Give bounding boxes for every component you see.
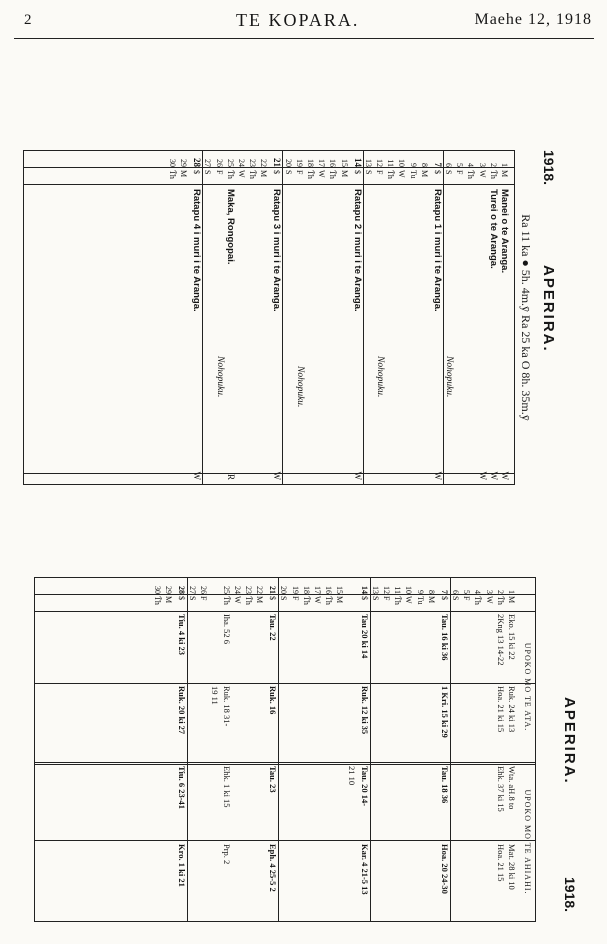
weekday: T̃h — [386, 170, 396, 179]
calendar-row — [327, 151, 338, 484]
reading-cell: Ruk. 16 — [268, 686, 279, 715]
calendar-row — [283, 151, 294, 484]
calendar-row — [191, 151, 202, 484]
day-number: 14 — [359, 586, 369, 594]
weekday: F — [294, 170, 304, 175]
day-number: 14 — [352, 158, 363, 167]
liturgical-colour: W — [192, 471, 203, 480]
reading-cell: Iha. 52 6 — [221, 614, 232, 644]
day-number: 8 — [426, 590, 436, 594]
calendar-row — [465, 151, 476, 484]
reading-cell: Wta. aH.8 to — [507, 766, 517, 810]
readings-row — [278, 578, 289, 921]
morning-header: UPOKO MO TE ATA. — [523, 642, 532, 732]
day-number: 17 — [317, 159, 327, 167]
calendar-row — [178, 151, 189, 484]
day-number: 30 — [168, 159, 177, 167]
weekday: T̃h — [168, 170, 177, 179]
day-number: 19 — [290, 586, 300, 594]
reading-cell: 19 11 — [210, 686, 221, 705]
day-number: 16 — [328, 159, 338, 167]
reading-cell: 2Kng 13 14-22 — [495, 614, 506, 666]
readings-row — [221, 578, 232, 921]
calendar-year: 1918. — [541, 150, 557, 186]
day-number: 13 — [370, 586, 380, 594]
calendar-row — [374, 151, 385, 484]
readings-row — [198, 578, 209, 921]
calendar-row — [363, 151, 374, 484]
reading-cell: Tiu. 4 ki 23 — [176, 614, 187, 655]
readings-row — [403, 578, 414, 921]
readings-row — [461, 578, 472, 921]
weekday: F — [375, 170, 384, 175]
readings-row — [370, 578, 381, 921]
reading-cell: 21 10 — [346, 766, 357, 786]
weekday: $ — [272, 170, 282, 174]
weekday: T̃h — [328, 170, 338, 179]
readings-row — [312, 578, 323, 921]
readings-row — [415, 578, 426, 921]
day-number: 18 — [301, 586, 311, 594]
day-number: 27 — [188, 586, 197, 594]
weekday: T̃h — [221, 596, 231, 605]
week-separator — [370, 578, 371, 921]
day-number: 29 — [179, 159, 189, 167]
readings-row — [392, 578, 403, 921]
weekday: T̃h — [225, 170, 235, 179]
weekday: M — [426, 596, 436, 604]
calendar-row — [419, 151, 430, 484]
issue-date: Maehe 12, 1918 — [474, 11, 592, 28]
day-number: 26 — [214, 159, 224, 167]
calendar-row — [247, 151, 258, 484]
readings-row — [323, 578, 334, 921]
weekday: Tu — [408, 170, 418, 179]
weekday: S — [279, 596, 289, 601]
weekday: M — [163, 596, 173, 604]
readings-row — [176, 578, 187, 921]
calendar-row — [236, 151, 247, 484]
day-number: 19 — [294, 159, 304, 167]
weekday: M — [259, 170, 269, 178]
readings-row — [267, 578, 278, 921]
readings-row — [290, 578, 301, 921]
weekday: T̃h — [306, 170, 315, 179]
reading-cell: Kro. 1 ki 21 — [176, 844, 187, 887]
day-number: 6 — [451, 590, 460, 594]
day-number: 5 — [462, 590, 472, 594]
fast-note: Nohopuku. — [444, 356, 454, 398]
reading-cell: Ehk. 37 ki 15 — [495, 766, 506, 812]
readings-row — [243, 578, 254, 921]
day-number: 26 — [199, 586, 209, 594]
weekday: T̃h — [301, 596, 311, 605]
weekday: F — [382, 596, 391, 601]
readings-block — [31, 577, 576, 922]
day-number: 9 — [415, 590, 425, 594]
weekday: S — [451, 596, 460, 601]
reading-cell: Prp. 2 — [221, 844, 232, 865]
day-number: 4 — [466, 163, 476, 167]
weekday: S — [203, 170, 213, 175]
readings-row — [484, 578, 495, 921]
weekday: F — [214, 170, 224, 175]
feast-name: Maka, Rongopai. — [224, 189, 236, 265]
weekday: T̃h — [495, 596, 505, 605]
day-number: 10 — [404, 586, 414, 594]
calendar-row — [225, 151, 236, 484]
readings-row — [254, 578, 265, 921]
feast-name: Ratapu 3 i muri i te Aranga. — [271, 189, 283, 312]
day-number: 22 — [259, 159, 269, 167]
calendar-row — [488, 151, 499, 484]
weekday: W — [404, 596, 414, 604]
week-separator — [443, 151, 444, 484]
readings-row — [209, 578, 220, 921]
day-number: 11 — [393, 586, 403, 594]
feast-name: Turei o te Aranga. — [487, 189, 499, 269]
day-number: 24 — [232, 586, 242, 594]
readings-row — [301, 578, 312, 921]
readings-row — [187, 578, 198, 921]
reading-cell: Tau 20 ki 14 — [359, 614, 370, 659]
calendar-row — [316, 151, 327, 484]
day-number: 10 — [397, 159, 407, 167]
weekday: T̃h — [324, 596, 334, 605]
readings-row — [426, 578, 437, 921]
reading-cell: Ruk. 20 ki 27 — [176, 686, 187, 735]
weekday: $ — [432, 170, 442, 174]
day-number: 23 — [248, 159, 258, 167]
weekday: T̃h — [473, 596, 483, 605]
day-number: 11 — [386, 159, 396, 167]
week-separator — [278, 578, 279, 921]
day-number: 18 — [306, 159, 315, 167]
day-number: 2 — [488, 163, 498, 167]
calendar-row — [305, 151, 316, 484]
calendar-row — [477, 151, 488, 484]
calendar-row — [352, 151, 363, 484]
weekday: $ — [268, 596, 278, 600]
fast-note: Nohopuku. — [375, 356, 385, 398]
weekday: M — [179, 170, 189, 178]
liturgical-colour: W — [272, 471, 283, 480]
weekday: W — [237, 170, 246, 178]
day-number: 5 — [455, 163, 465, 167]
reading-cell: Hoa. 20 24-30 — [439, 844, 450, 894]
day-number: 21 — [272, 158, 283, 167]
weekday: $ — [192, 170, 202, 174]
liturgical-colour: R — [225, 473, 236, 480]
header-rule — [14, 38, 594, 39]
day-number: 3 — [484, 590, 494, 594]
newspaper-title: TE KOPARA. — [236, 10, 360, 30]
calendar-row — [258, 151, 269, 484]
weekday: Tu — [415, 596, 425, 605]
reading-cell: Tau. 18 36 — [439, 766, 450, 804]
week-separator — [363, 151, 364, 484]
weekday: M — [255, 596, 265, 604]
readings-row — [472, 578, 483, 921]
day-number: 9 — [408, 163, 418, 167]
feast-name: Ratapu 2 i muri i te Aranga. — [351, 189, 363, 312]
weekday: S — [370, 596, 380, 601]
moon-phases: Ra 11 ka ● 5h. 4m.ȳ Ra 25 ka O 8h. 35m.ȳ — [519, 214, 533, 421]
weekday: F — [455, 170, 465, 175]
readings-row — [359, 578, 370, 921]
reading-cell: Eph. 4 25-5 2 — [268, 844, 279, 892]
weekday: F — [290, 596, 300, 601]
weekday: T̃h — [393, 596, 403, 605]
day-number: 30 — [152, 586, 162, 594]
reading-cell: Tiu. 6 23-41 — [176, 766, 187, 810]
evening-header: UPOKO MO TE AHIAHI. — [523, 789, 532, 895]
calendar-row — [202, 151, 213, 484]
weekday: W — [477, 170, 487, 178]
weekday: M — [339, 170, 349, 178]
weekday: $ — [439, 596, 449, 600]
liturgical-colour: W — [432, 471, 443, 480]
weekday: $ — [352, 170, 362, 174]
day-number: 12 — [375, 159, 384, 167]
weekday: M — [335, 596, 345, 604]
weekday: T̃h — [152, 596, 162, 605]
weekday: T̃h — [488, 170, 498, 179]
day-number: 12 — [382, 586, 391, 594]
liturgical-colour: W — [488, 471, 499, 480]
page-number: 2 — [24, 12, 32, 28]
week-separator — [202, 151, 203, 484]
weekday: M — [507, 596, 516, 604]
calendar-row — [167, 151, 178, 484]
reading-cell: Tau. 16 ki 36 — [439, 614, 450, 661]
calendar-row — [339, 151, 350, 484]
day-number: 27 — [203, 159, 213, 167]
reading-cell: Hoa. 21 15 — [495, 844, 506, 882]
feast-name: Ratapu 1 i muri i te Aranga. — [431, 189, 443, 312]
calendar-row — [385, 151, 396, 484]
day-number: 7 — [439, 590, 449, 594]
day-number: 15 — [335, 586, 345, 594]
reading-cell: Eko. 15 ki 22 — [507, 614, 517, 660]
day-number: 21 — [268, 586, 278, 594]
calendar-block — [20, 150, 555, 485]
readings-row — [152, 578, 163, 921]
week-separator — [282, 151, 283, 484]
day-number: 1 — [507, 590, 516, 594]
fast-note: Nohopuku. — [214, 356, 225, 398]
readings-row — [506, 578, 517, 921]
day-number: 1 — [500, 163, 509, 167]
calendar-row — [271, 151, 282, 484]
reading-cell: Tau. 20 14- — [359, 766, 370, 807]
fast-note: Nohopuku. — [294, 366, 305, 408]
weekday: W — [317, 170, 327, 178]
reading-cell: Tau. 22 — [268, 614, 279, 641]
weekday: W — [484, 596, 494, 604]
liturgical-colour: W — [477, 471, 488, 480]
day-number: 2 — [495, 590, 505, 594]
reading-cell: Ruk. 24 ki 13 — [507, 686, 517, 733]
readings-year: 1918. — [562, 877, 578, 913]
day-number: 6 — [444, 163, 453, 167]
day-number: 25 — [221, 586, 231, 594]
calendar-row — [294, 151, 305, 484]
day-number: 28 — [176, 586, 186, 594]
calendar-month: APERIRA. — [540, 265, 557, 353]
readings-table — [34, 577, 536, 922]
weekday: S — [283, 170, 293, 175]
reading-cell: Ruk. 12 ki 35 — [359, 686, 370, 735]
day-number: 29 — [163, 586, 173, 594]
weekday: W — [232, 596, 242, 604]
weekday: W — [397, 170, 407, 178]
weekday: M — [500, 170, 509, 178]
reading-cell: Tau. 23 — [268, 766, 279, 793]
weekday: F — [199, 596, 209, 601]
liturgical-colour: W — [500, 471, 510, 480]
day-number: 4 — [473, 590, 483, 594]
weekday: M — [419, 170, 429, 178]
reading-cell: Ruk. 18 31- — [221, 686, 232, 727]
readings-row — [334, 578, 345, 921]
reading-cell: Kar. 4 21-5 13 — [359, 844, 370, 895]
reading-cell: Ehk. 1 ki 15 — [221, 766, 232, 808]
day-number: 28 — [192, 158, 203, 167]
day-number: 25 — [225, 159, 235, 167]
day-number: 15 — [339, 159, 349, 167]
reading-cell: 1 Kri. 15 ki 29 — [439, 686, 450, 738]
weekday: W — [313, 596, 322, 604]
feast-name: Ratapu 4 i muri i te Aranga. — [191, 189, 203, 312]
readings-row — [439, 578, 450, 921]
calendar-row — [432, 151, 443, 484]
day-number: 8 — [419, 163, 429, 167]
readings-row — [346, 578, 357, 921]
weekday: T̃h — [244, 596, 253, 605]
weekday: T̃h — [466, 170, 476, 179]
readings-row — [450, 578, 461, 921]
weekday: S — [363, 170, 373, 175]
day-number: 24 — [237, 159, 246, 167]
day-number: 7 — [432, 162, 443, 167]
weekday: S — [444, 170, 453, 175]
readings-month: APERIRA. — [561, 697, 578, 785]
calendar-row — [499, 151, 510, 484]
weekday: F — [462, 596, 472, 601]
day-number: 16 — [324, 586, 334, 594]
day-number: 3 — [477, 163, 487, 167]
readings-row — [232, 578, 243, 921]
readings-row — [495, 578, 506, 921]
liturgical-colour: W — [352, 471, 363, 480]
calendar-row — [408, 151, 419, 484]
calendar-row — [396, 151, 407, 484]
reading-cell: Hoa. 21 ki 15 — [495, 686, 506, 733]
weekday: $ — [176, 596, 186, 600]
weekday: S — [188, 596, 197, 601]
day-number: 20 — [279, 586, 289, 594]
weekday: $ — [359, 596, 369, 600]
day-number: 20 — [283, 159, 293, 167]
week-separator — [450, 578, 451, 921]
day-number: 22 — [255, 586, 265, 594]
day-number: 13 — [363, 159, 373, 167]
week-separator — [187, 578, 188, 921]
calendar-row — [214, 151, 225, 484]
day-number: 23 — [244, 586, 253, 594]
reading-cell: Mat. 28 ki 10 — [507, 844, 517, 890]
feast-name: Manei o te Aranga. — [499, 189, 510, 274]
calendar-row — [443, 151, 454, 484]
readings-row — [381, 578, 392, 921]
calendar-row — [454, 151, 465, 484]
readings-row — [163, 578, 174, 921]
day-number: 17 — [313, 586, 322, 594]
calendar-table — [23, 150, 515, 485]
page-header — [14, 8, 594, 36]
weekday: T̃h — [248, 170, 258, 179]
